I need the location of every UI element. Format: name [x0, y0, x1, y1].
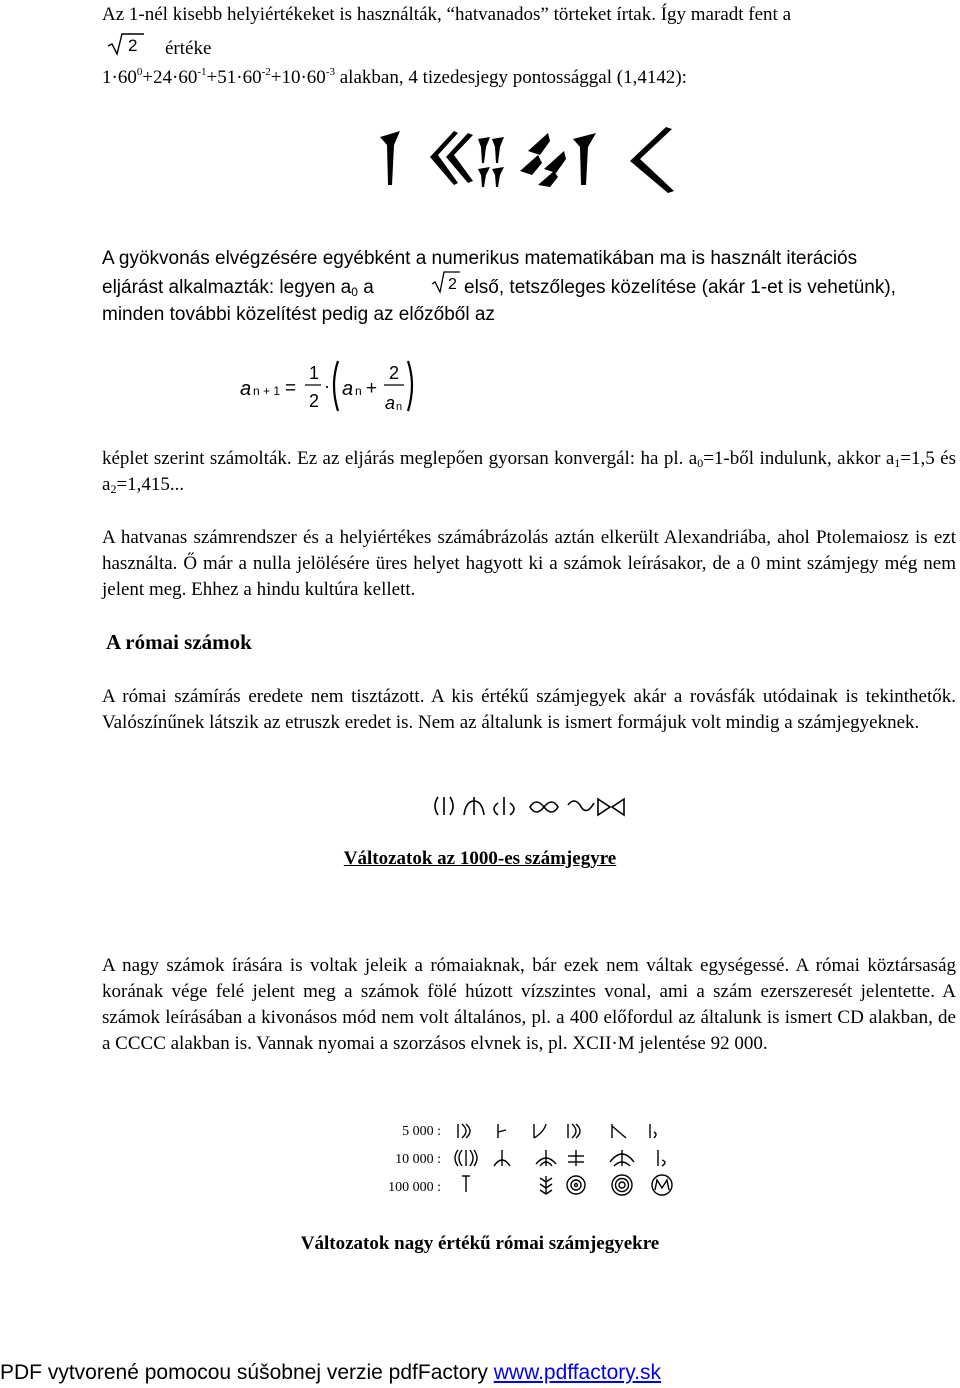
text-span: a — [357, 277, 374, 298]
formula-lhs-sub: n + 1 — [253, 384, 281, 398]
formula-dot: · — [324, 376, 330, 396]
figure-caption-1000: Változatok az 1000-es számjegyre — [343, 848, 617, 869]
formula-exponent: -1 — [197, 66, 207, 78]
formula-term: +51·60 — [206, 67, 262, 88]
formula-half-num: 1 — [309, 363, 320, 383]
formula-two: 2 — [389, 363, 400, 383]
table-row-label: 100 000 : — [388, 1180, 441, 1195]
formula-den: a — [385, 393, 396, 413]
sqrt2-symbol — [106, 32, 146, 56]
sexagesimal-formula — [102, 65, 956, 91]
para2-line3: minden további közelítést pedig az előzőből az — [102, 304, 495, 325]
cuneiform-sqrt2-image — [378, 125, 688, 195]
formula-an-sub: n — [355, 384, 362, 398]
large-number-glyphs-image — [450, 1118, 690, 1202]
text-span: eljárást alkalmazták: legyen a — [102, 277, 352, 298]
subscript: 0 — [697, 456, 704, 470]
subscript: 2 — [110, 482, 117, 496]
table-row-label: 10 000 : — [395, 1152, 441, 1167]
subscript: 0 — [351, 285, 358, 299]
footer-text: PDF vytvorené pomocou súšobnej verzie pdfFactory — [0, 1361, 494, 1384]
para6: A nagy számok írására is voltak jeleik a rómaiaknak, bár ezek nem váltak egységessé. A római köztársaság korának vége felé jelent meg a számok fölé húzott vízszintes vonal, ami a szám ezerszeresét jelentette. A számok leírásában a kivonásos mód nem volt általános, pl. a 400 előfordul az általunk is ismert CD alakban, de a CCCC alakban is. Vannak nyomai a szorzásos elvnek is, pl. XCII·M jelentése 92 000. — [102, 955, 956, 1054]
para2-line1: A gyökvonás elvégzésére egyébként a numerikus matematikában ma is használt iterációs — [102, 248, 858, 269]
table-row-label: 5 000 : — [402, 1124, 441, 1139]
formula-term: +10·60 — [270, 67, 326, 88]
svg-text:2: 2 — [448, 276, 457, 293]
formula-term: +24·60 — [142, 67, 198, 88]
para1-line1: Az 1-nél kisebb helyiértékeket is használták, “hatvanados” törteket írtak. Így maradt fent a — [102, 4, 792, 25]
para4: A hatvanas számrendszer és a helyiértékes számábrázolás aztán elkerült Alexandriába, ahol Ptolemaiosz is ezt használta. Ő már a nulla jelölésére üres helyet hagyott ki a számok leírásakor, de a 0 mint számjegy még nem jelent meg. Ehhez a hindu kultúra kellett. — [102, 527, 956, 600]
para2-line2c: első, tetszőleges közelítése (akár 1-et is vehetünk), — [464, 277, 896, 298]
formula-den-sub: n — [396, 401, 403, 413]
formula-term: 1·60 — [102, 67, 137, 88]
subscript: 1 — [894, 456, 901, 470]
text-span: =1,5 és a — [102, 448, 957, 495]
footer-link[interactable]: www.pdffactory.sk — [493, 1361, 662, 1384]
pdf-footer — [0, 1358, 960, 1388]
formula-lhs: a — [240, 378, 252, 400]
formula-suffix: alakban, 4 tizedesjegy pontossággal (1,4142): — [339, 67, 687, 88]
text-span: =1,415... — [116, 474, 185, 495]
sqrt2-symbol-inline — [430, 270, 462, 294]
section-heading: A római számok — [106, 630, 252, 654]
para2-line2a — [102, 275, 422, 301]
text-span: képlet szerint számolták. Ez az eljárás meglepően gyorsan konvergál: ha pl. a — [102, 448, 698, 469]
formula-exponent: -3 — [325, 66, 335, 78]
text-span: =1-ből indulunk, akkor a — [703, 448, 895, 469]
svg-text:2: 2 — [128, 36, 138, 55]
para5: A római számírás eredete nem tisztázott. A kis értékű számjegyek akár a rovásfák utódainak is tekinthetők. Valószínűnek látszik az etruszk eredet is. Nem az általunk is ismert formájuk volt mindig a számjegyeknek. — [102, 686, 956, 733]
roman-1000-variants-image — [432, 793, 628, 819]
formula-exponent: -2 — [261, 66, 271, 78]
formula-plus: + — [366, 378, 378, 399]
para3 — [102, 446, 956, 498]
formula-an: a — [342, 378, 354, 400]
figure-caption-large: Változatok nagy értékű római számjegyekre — [300, 1233, 660, 1254]
formula-exponent: 0 — [136, 66, 143, 78]
sqrt2-value-label: értéke — [165, 38, 212, 59]
formula-half-den: 2 — [309, 391, 320, 411]
formula-equals: = — [285, 378, 297, 399]
iteration-formula — [238, 355, 428, 417]
